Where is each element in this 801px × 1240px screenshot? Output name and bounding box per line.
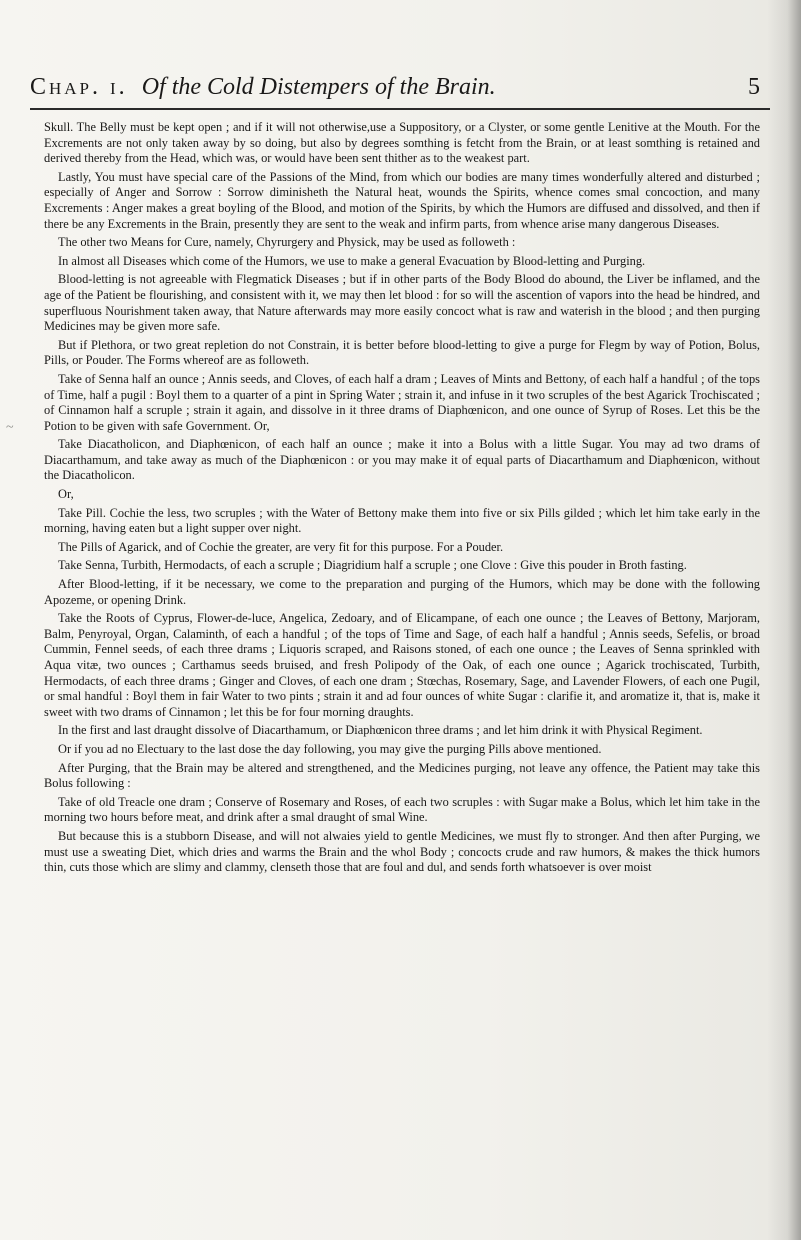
margin-annotation-mark: ~ [6,420,14,435]
page-header [30,74,770,118]
paragraph: But because this is a stubborn Disease, and will not alwaies yield to gentle Medicines, we must fly to stronger. And then after Purging, we must use a sweating Diet, which dries and warms the Brain and the whol Body ; concocts crude and raw humors, & makes the thick humors thin, cuts those which are slimy and clammy, clenseth those that are foul and dul, and sends forth whatsoever is over moist [44,828,760,875]
or-line: Or, [58,487,74,502]
paragraph: After Purging, that the Brain may be altered and strengthened, and the Medicines purging, not leave any offence, the Patient may take this Bolus following : [44,760,760,791]
recipe-paragraph: Take Diacatholicon, and Diaphœnicon, of each half an ounce ; make it into a Bolus with a little Sugar. You may ad two drams of Diacarthamum, and take away as much of the Diaphœnicon : or you may make it of equal parts of Diacarthamum and Diaphœnicon, without the Diacatholicon. [44,437,760,483]
running-head [30,74,770,106]
paragraph: Or if you ad no Electuary to the last dose the day following, you may give the purging Pills above mentioned. [58,741,602,756]
paragraph: Lastly, You must have special care of the Passions of the Mind, from which our bodies are many times wonderfully altered and disturbed ; especially of Anger and Sorrow : Sorrow diminisheth the Natural heat, wounds the Spirits, whence comes smal concoction, and many Excrements : Anger makes a great boyling of the Blood, and motion of the Spirits, by which the Humors are diffused and dissolved, and then if there be any Excrements in the Brain, presently they are sent to the weak and infirm parts, from whence arise many dangerous Diseases. [44,169,760,231]
paragraph: Blood-letting is not agreeable with Flegmatick Diseases ; but if in other parts of the Body Blood do abound, the Liver be inflamed, and the age of the Patient be flourishing, and consistent with it, we may then let blood : for so will the ascention of vapors into the head be hindred, and superfluous Nourishment taken away, that Nature afterwards may more easily concoct what is raw and waterish in the blood ; and then purging Medicines may be given more safe. [44,272,760,334]
paragraph: In almost all Diseases which come of the Humors, we use to make a general Evacuation by Blood-letting and Purging. [58,253,646,268]
page-binding-shadow [767,0,801,1240]
chapter-label: Chap. i. [30,74,128,100]
recipe-paragraph: Take of old Treacle one dram ; Conserve of Rosemary and Roses, of each two scruples : with Sugar make a Bolus, which let him take in the morning two hours before meat, and drink after a smal draught of smal Wine. [44,794,760,825]
recipe-paragraph: Take Pill. Cochie the less, two scruples ; with the Water of Bettony make them into five or six Pills gilded ; which let him take early in the morning, having eaten but a light supper over night. [44,505,760,536]
page-number: 5 [748,74,760,100]
recipe-paragraph: Take Senna, Turbith, Hermodacts, of each a scruple ; Diagridium half a scruple ; one Clove : Give this pouder in Broth fasting. [58,558,687,573]
paragraph: The Pills of Agarick, and of Cochie the greater, are very fit for this purpose. For a Pouder. [58,539,504,554]
paragraph: But if Plethora, or two great repletion do not Constrain, it is better before blood-letting to give a purge for Flegm by way of Potion, Bolus, Pills, or Pouder. The Forms whereof are as followeth. [44,337,760,368]
paragraph: Skull. The Belly must be kept open ; and if it will not otherwise,use a Suppository, or a Clyster, or some gentle Lenitive at the Mouth. For the Excrements are not only taken away by so doing, but also by degrees somthing is fetcht from the Brain, or at least somthing is retained and derived thereby from the Head, which was, or would have been sent thither as to the weakest part. [44,120,760,166]
paragraph: In the first and last draught dissolve of Diacarthamum, or Diaphœnicon three drams ; and let him drink it with Physical Regiment. [58,723,703,738]
running-title: Of the Cold Distempers of the Brain. [141,74,496,100]
recipe-paragraph: Take the Roots of Cyprus, Flower-de-luce, Angelica, Zedoary, and of Elicampane, of each one ounce ; the Leaves of Bettony, Marjoram, Balm, Penyroyal, Organ, Calaminth, of each a handful ; of the tops of Time and Sage, of each half a handful ; Annis seeds, Sefelis, or broad Cummin, Fennel seeds, of each three drams ; Liquoris scraped, and Raisons stoned, of each one ounce ; the Leaves of Senna sprinkled with Aqua vitæ, two ounces ; Carthamus seeds bruised, and fresh Polipody of the Oak, of each one ounce ; Agarick trochiscated, Turbith, Hermodacts, of each three drams ; Ginger and Cloves, of each one dram ; Stœchas, Rosemary, Sage, and Lavender Flowers, of each one Pugil, or smal handful : Boyl them in fair Water to two pints ; strain it and ad four ounces of white Sugar : clarifie it, and aromatize it, that is, make it sweet with two drams of Cinnamon ; let this be for four morning draughts. [44,611,760,719]
paragraph: After Blood-letting, if it be necessary, we come to the preparation and purging of the Humors, which may be done with the following Apozeme, or opening Drink. [44,577,760,607]
paragraph: The other two Means for Cure, namely, Chyrurgery and Physick, may be used as followeth : [58,235,516,250]
recipe-paragraph: Take of Senna half an ounce ; Annis seeds, and Cloves, of each half a dram ; Leaves of Mints and Bettony, of each half a handful ; of the tops of Time, half a pugil : Boyl them to a quarter of a pint in Spring Water ; strain it, and infuse in it two scruples of the best Agarick Trochiscated ; of Cinnamon half a scruple ; strain it again, and dissolve in it three drams of Diaphœnicon, and one ounce of Syrup of Roses. Let this be the Potion to be given with safe Government. Or, [44,371,760,433]
body-text [44,120,760,1230]
header-rule [30,108,770,110]
